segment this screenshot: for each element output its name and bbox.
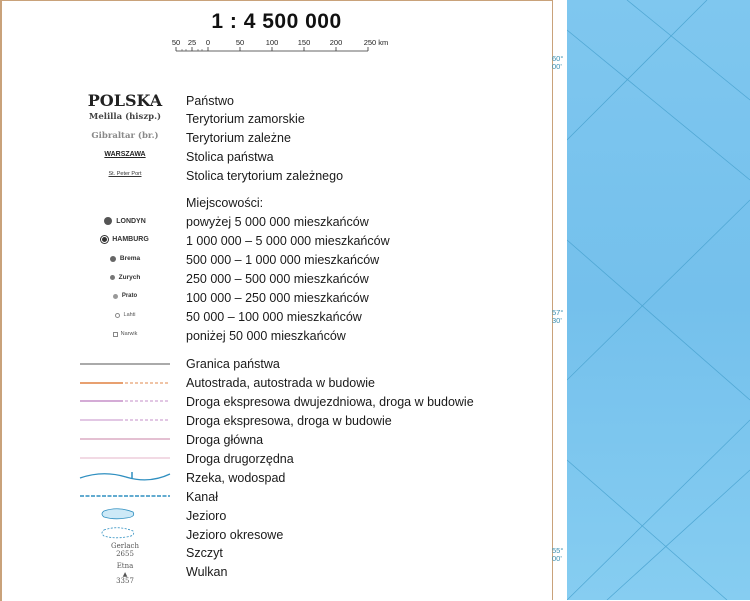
volcano-name: Etna <box>116 562 134 570</box>
city-example-name: Lahti <box>123 312 136 318</box>
legend-left-border <box>0 1 2 601</box>
legend-label-secondary-road: Droga drugorzędna <box>186 452 294 466</box>
legend-label-lake: Jezioro <box>186 509 227 523</box>
legend-symbol-country: POLSKA <box>87 91 163 110</box>
scale-tick-label: 150 <box>297 38 311 47</box>
latitude-minutes: 30' <box>552 316 562 325</box>
legend-label-border: Granica państwa <box>186 357 280 371</box>
legend-label-volcano: Wulkan <box>186 565 228 579</box>
latitude-label-57-30 <box>552 309 563 325</box>
legend-label-city-5m: powyżej 5 000 000 mieszkańców <box>186 215 369 229</box>
legend-symbol-overseas: Melilla (hiszp.) <box>88 112 162 122</box>
river-icon <box>80 474 170 480</box>
peak-name: Gerlach <box>111 542 139 550</box>
peak-height: 2655 <box>116 550 134 558</box>
scale-tick-label: 0 <box>205 38 211 47</box>
scale-tick-label: 25 <box>187 38 197 47</box>
legend-symbol-dependency: Gibraltar (br.) <box>91 131 159 141</box>
sea-map-area[interactable] <box>567 0 750 600</box>
city-dot-icon <box>115 313 120 318</box>
city-example-name: LONDYN <box>116 217 146 225</box>
legend-label-peak: Szczyt <box>186 546 223 560</box>
scale-tick-label: 50 <box>235 38 245 47</box>
legend-places-heading: Miejscowości: <box>186 196 264 210</box>
legend-label-city-100k: 100 000 – 250 000 mieszkańców <box>186 291 369 305</box>
legend-symbol-city-small <box>70 331 180 337</box>
legend-label-seasonal-lake: Jezioro okresowe <box>186 528 284 542</box>
legend-symbol-city-50k <box>70 312 180 318</box>
latitude-degrees: 60° <box>552 54 564 63</box>
legend-symbol-dependency-capital: St. Peter Port <box>108 171 142 177</box>
legend-label-city-250k: 250 000 – 500 000 mieszkańców <box>186 272 369 286</box>
legend-label-city-50k: 50 000 – 100 000 mieszkańców <box>186 310 362 324</box>
city-dot-icon <box>101 236 108 243</box>
city-example-name: Zurych <box>118 274 141 281</box>
latitude-minutes: 00' <box>552 62 562 71</box>
city-square-icon <box>113 332 118 337</box>
city-example-name: Narwik <box>120 331 138 337</box>
legend-label-capital: Stolica państwa <box>186 150 274 164</box>
scale-tick-label: 50 <box>171 38 181 47</box>
legend-label-river: Rzeka, wodospad <box>186 471 286 485</box>
legend-label-expressway: Droga ekspresowa, droga w budowie <box>186 414 392 428</box>
city-example-name: Prato <box>121 293 138 299</box>
legend-label-dependency: Terytorium zależne <box>186 131 291 145</box>
latitude-minutes: 00' <box>552 554 562 563</box>
legend-label-dependency-capital: Stolica terytorium zależnego <box>186 169 344 183</box>
legend-label-country: Państwo <box>186 94 234 108</box>
legend-symbol-peak <box>95 542 155 558</box>
city-dot-icon <box>104 217 112 225</box>
map-frame-gap <box>553 0 567 600</box>
scale-tick-label: 100 <box>265 38 279 47</box>
volcano-triangle-icon: ▲ <box>122 570 128 578</box>
legend-symbol-volcano <box>95 563 155 586</box>
legend-symbol-city-5m <box>70 217 180 225</box>
city-dot-icon <box>110 256 116 262</box>
legend-label-overseas: Terytorium zamorskie <box>186 112 305 126</box>
scale-tick-label: 250 km <box>363 38 389 47</box>
legend-symbol-city-100k <box>70 293 180 299</box>
legend-label-dual-expressway: Droga ekspresowa dwujezdniowa, droga w budowie <box>186 395 474 409</box>
legend-label-city-small: poniżej 50 000 mieszkańców <box>186 329 346 343</box>
latitude-label-60 <box>552 55 563 71</box>
volcano-height: 3357 <box>116 577 134 585</box>
legend-symbol-capital: WARSZAWA <box>104 151 146 158</box>
legend-label-main-road: Droga główna <box>186 433 264 447</box>
scale-bar <box>160 37 400 57</box>
latitude-label-55 <box>552 547 563 563</box>
seasonal-lake-icon <box>102 528 134 538</box>
legend-label-city-1m: 1 000 000 – 5 000 000 mieszkańców <box>186 234 390 248</box>
legend-label-motorway: Autostrada, autostrada w budowie <box>186 376 376 390</box>
map-scale-title: 1 : 4 500 000 <box>211 10 342 33</box>
city-example-name: Brema <box>119 255 141 262</box>
lake-icon <box>102 509 134 519</box>
city-dot-icon <box>110 275 115 280</box>
scale-tick-label: 200 <box>329 38 343 47</box>
legend-symbol-city-250k <box>70 274 180 281</box>
legend-label-city-500k: 500 000 – 1 000 000 mieszkańców <box>186 253 380 267</box>
legend-label-canal: Kanał <box>186 490 218 504</box>
city-dot-icon <box>113 294 118 299</box>
graticule-lines <box>567 0 750 600</box>
legend-symbol-city-1m <box>70 236 180 243</box>
latitude-degrees: 55° <box>552 546 564 555</box>
city-example-name: HAMBURG <box>112 236 149 243</box>
latitude-degrees: 57° <box>552 308 564 317</box>
legend-symbol-city-500k <box>70 255 180 262</box>
